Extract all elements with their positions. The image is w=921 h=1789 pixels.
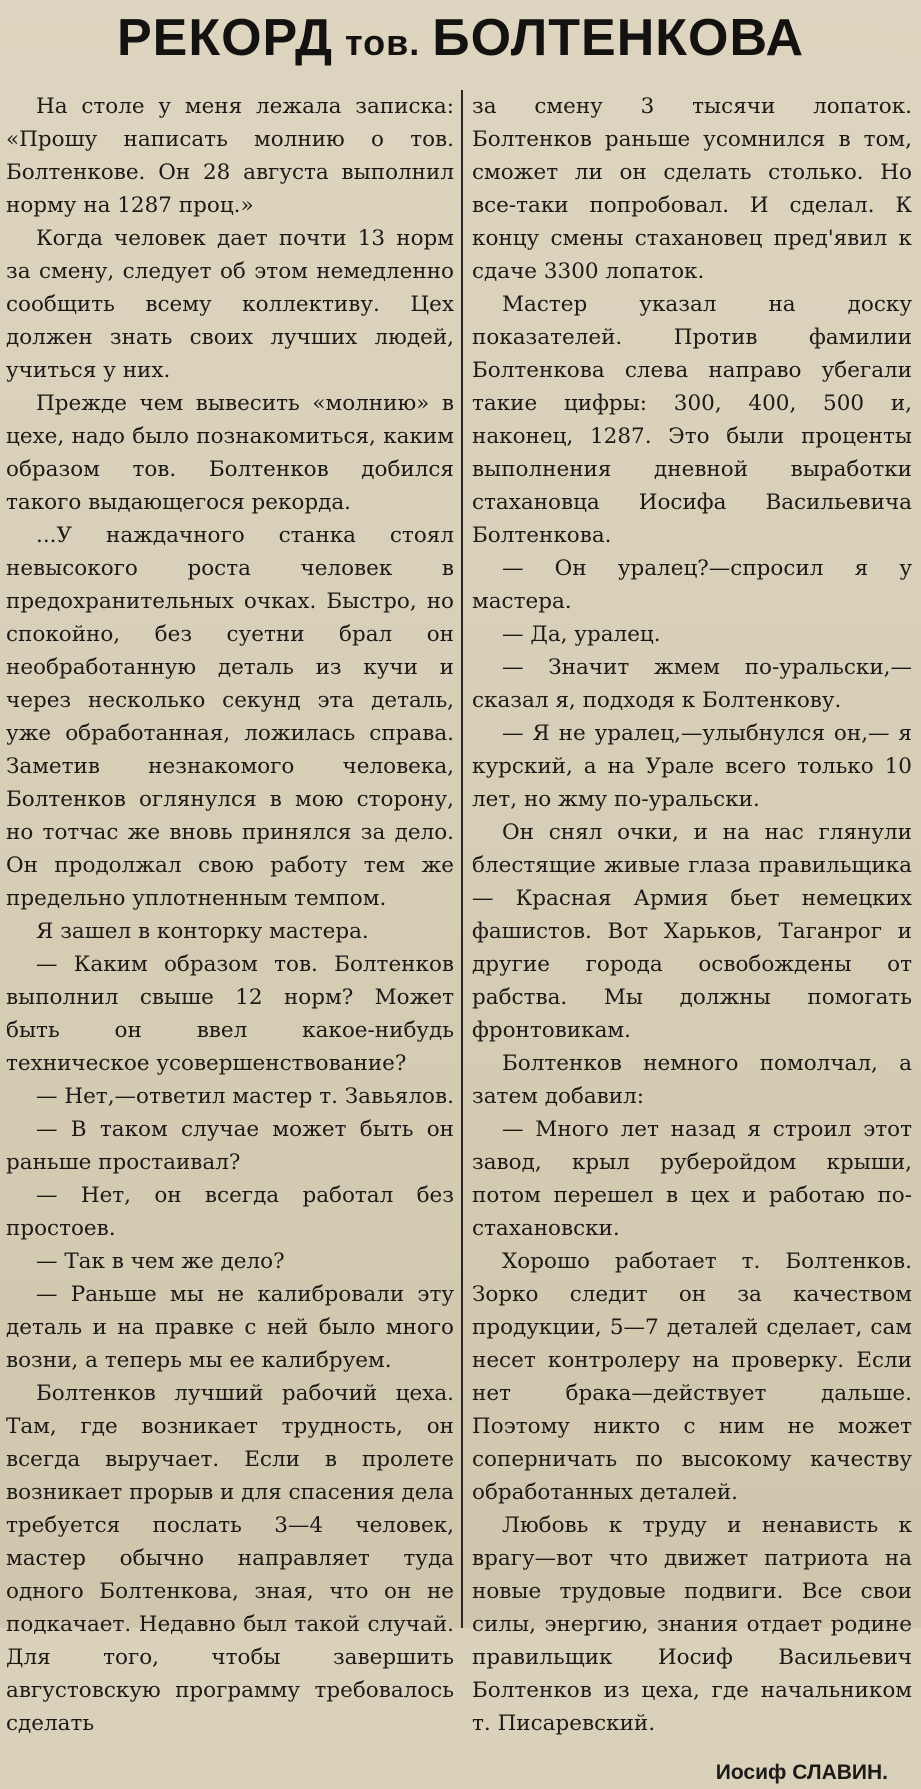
paragraph-continuation: за смену 3 тысячи лопаток. Болтенков раньше усомнился в том, сможет ли он сделать столько. Но все-таки попробовал. И сделал. К концу смены стахановец пред'явил к сдаче 3300 лопаток. xyxy=(472,94,912,284)
paragraph: — Да, уралец. xyxy=(502,622,661,647)
paragraph: — Так в чем же дело? xyxy=(36,1249,285,1274)
paragraph: Он снял очки, и на нас глянули блестящие живые глаза правильщика — Красная Армия бьет немецких фашистов. Вот Харьков, Таганрог и другие города освобождены от рабства. Мы должны помогать фронтовикам. xyxy=(472,820,912,1043)
column-divider xyxy=(461,90,463,1628)
left-column xyxy=(6,90,454,1740)
headline-part-1: РЕКОРД xyxy=(116,9,333,67)
paragraph: Болтенков немного помолчал, а затем добавил: xyxy=(472,1051,912,1109)
paragraph: Мастер указал на доску показателей. Против фамилии Болтенкова слева направо убегали такие цифры: 300, 400, 500 и, наконец, 1287. Это были проценты выполнения дневной выработки стахановца Иосифа Васильевича Болтенкова. xyxy=(472,292,912,548)
paragraph: — Нет,—ответил мастер т. Завьялов. xyxy=(36,1084,454,1109)
paragraph: Я зашел в конторку мастера. xyxy=(36,919,369,944)
paragraph: — Нет, он всегда работал без простоев. xyxy=(6,1183,454,1241)
author-signature: Иосиф СЛАВИН. xyxy=(715,1761,888,1784)
paragraph: — Значит жмем по-уральски,—сказал я, подходя к Болтенкову. xyxy=(472,655,912,713)
paragraph: ...У наждачного станка стоял невысокого роста человек в предохранительных очках. Быстро, но спокойно, без суетни брал он необработанную деталь из кучи и через несколько секунд эта деталь, уже обработанная, ложилась справа. Заметив незнакомого человека, Болтенков оглянулся в мою сторону, но тотчас же вновь принялся за дело. Он продолжал свою работу тем же предельно уплотненным темпом. xyxy=(6,523,454,911)
paragraph: — Я не уралец,—улыбнулся он,— я курский, а на Урале всего только 10 лет, но жму по-уральски. xyxy=(472,721,912,812)
paragraph: Болтенков лучший рабочий цеха. Там, где возникает трудность, он всегда выручает. Если в пролете возникает прорыв и для спасения дела требуется послать 3—4 человек, мастер обычно направляет туда одного Болтенкова, зная, что он не подкачает. Недавно был такой случай. Для того, чтобы завершить августовскую программу требовалось сделать xyxy=(6,1381,454,1736)
paragraph: — Каким образом тов. Болтенков выполнил свыше 12 норм? Может быть он ввел какое-нибудь техническое усовершенствование? xyxy=(6,952,454,1076)
headline-part-3: БОЛТЕНКОВА xyxy=(432,9,804,67)
paragraph: Хорошо работает т. Болтенков. Зорко следит он за качеством продукции, 5—7 деталей сделает, сам несет контролеру на проверку. Если нет брака—действует дальше. Поэтому никто с ним не может соперничать по высокому качеству обработанных деталей. xyxy=(472,1249,912,1505)
paragraph: — Много лет назад я строил этот завод, крыл руберойдом крыши, потом перешел в цех и работаю по-стахановски. xyxy=(472,1117,912,1241)
headline-part-2: тов. xyxy=(345,22,421,63)
paragraph: Любовь к труду и ненависть к врагу—вот что движет патриота на новые трудовые подвиги. Все свои силы, энергию, знания отдает родине правильщик Иосиф Васильевич Болтенков из цеха, где начальником т. Писаревский. xyxy=(472,1513,912,1736)
paragraph: Когда человек дает почти 13 норм за смену, следует об этом немедленно сообщить всему коллективу. Цех должен знать своих лучших людей, учиться у них. xyxy=(6,226,454,383)
headline xyxy=(0,8,921,86)
right-column xyxy=(472,90,912,1789)
paragraph: — Он уралец?—спросил я у мастера. xyxy=(472,556,912,614)
paragraph: Прежде чем вывесить «молнию» в цехе, надо было познакомиться, каким образом тов. Болтенков добился такого выдающегося рекорда. xyxy=(6,391,454,515)
paragraph: На столе у меня лежала записка: «Прошу написать молнию о тов. Болтенкове. Он 28 августа выполнил норму на 1287 проц.» xyxy=(6,94,454,218)
paragraph: — В таком случае может быть он раньше простаивал? xyxy=(6,1117,454,1175)
paragraph: — Раньше мы не калибровали эту деталь и на правке с ней было много возни, а теперь мы ее калибруем. xyxy=(6,1282,454,1373)
